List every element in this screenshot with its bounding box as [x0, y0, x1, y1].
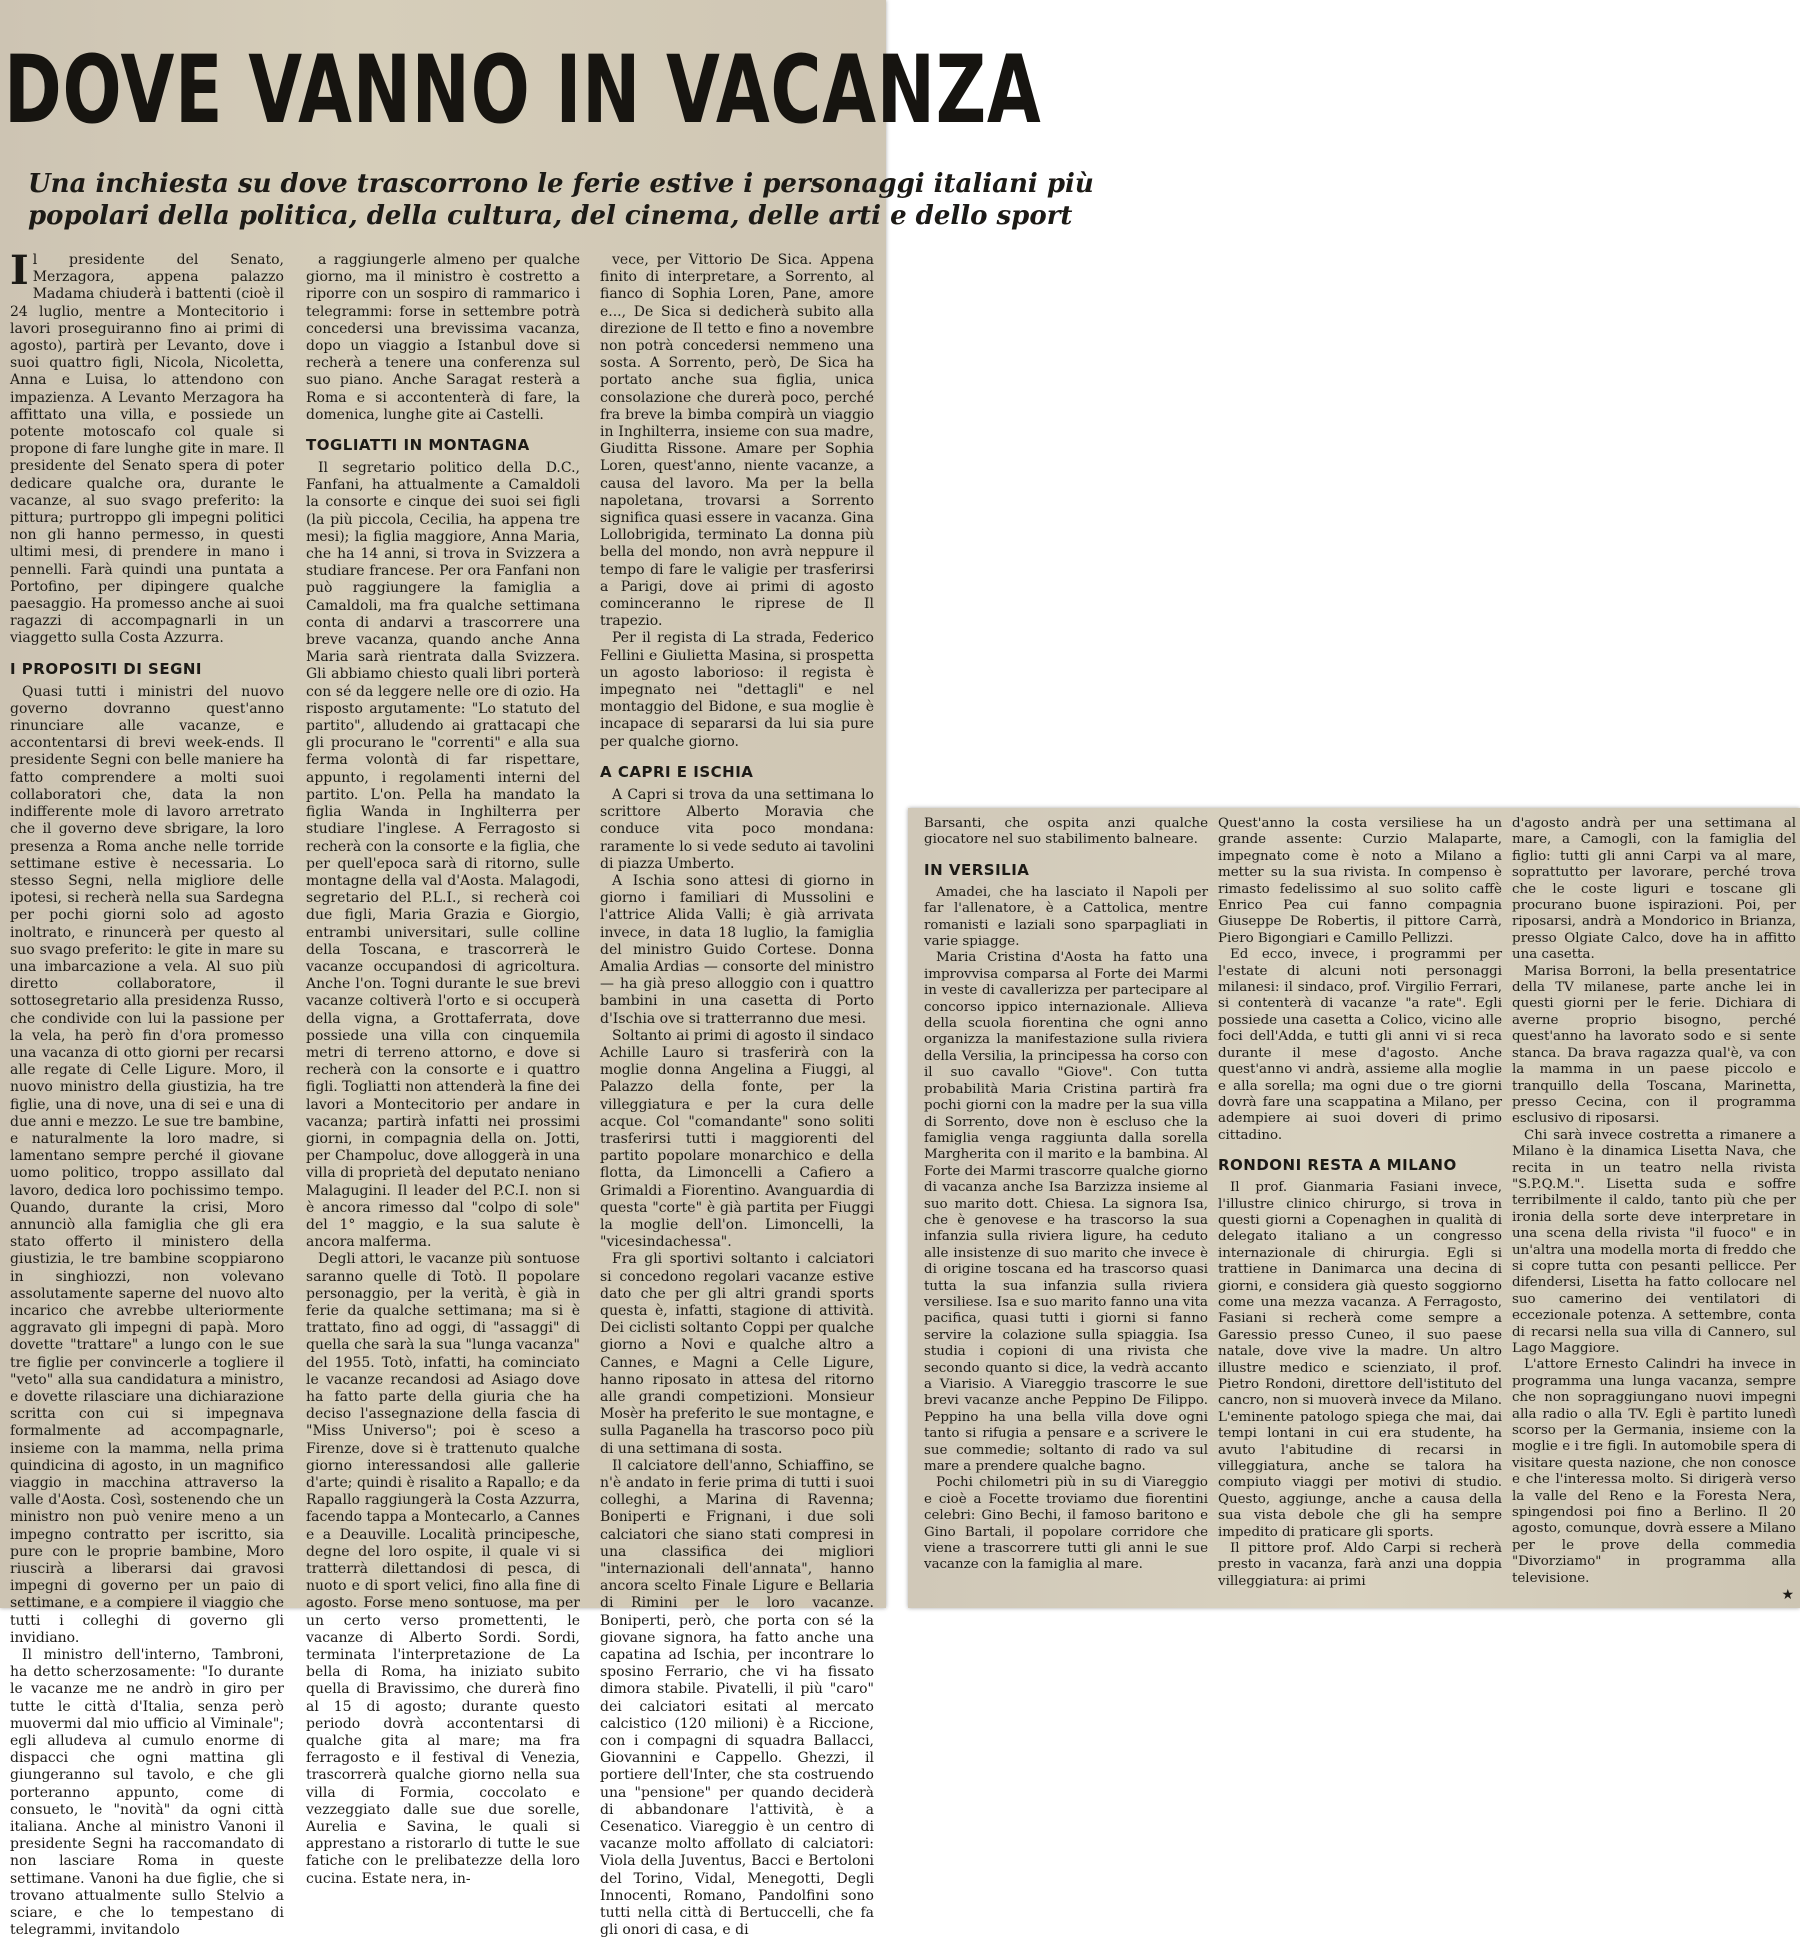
section-heading: IN VERSILIA	[924, 860, 1030, 879]
headline: DOVE VANNO IN VACANZA	[4, 36, 1042, 145]
paragraph: Barsanti, che ospita anzi qualche giocatore nel suo stabilimento balneare.	[924, 816, 1208, 848]
paragraph: A Ischia sono attesi di giorno in giorno i familiari di Mussolini e l'attrice Alida Valli; è già arrivata invece, in data 18 luglio, la famiglia del ministro Guido Cortese. Donna Amalia Ardias — consorte del ministro — ha già preso alloggio con i quattro bambini in una casetta di Porto d'Ischia ove si tratterranno due mesi.	[600, 872, 874, 1027]
text-column-2	[306, 252, 580, 1887]
paragraph: Pochi chilometri più in su di Viareggio e cioè a Focette troviamo due fiorentini celebri: Gino Bechi, il famoso baritono e Gino Bartali, il popolare corridore che viene a trascorrere tutti gli anni le sue vacanze con la famiglia al mare.	[924, 1475, 1208, 1573]
text-column-1	[10, 247, 284, 1939]
subheadline-line: popolari della politica, della cultura, del cinema, delle arti e dello sport	[28, 201, 1073, 231]
paragraph: vece, per Vittorio De Sica. Appena finito di interpretare, a Sorrento, al fianco di Sophia Loren, Pane, amore e..., De Sica si dedicherà subito alla direzione de Il tetto e fino a novembre non potrà concedersi nemmeno una sosta. A Sorrento, però, De Sica ha portato anche sua figlia, unica consolazione che durerà poco, perché fra breve la bimba compirà un viaggio in Inghilterra, insieme con sua madre, Giuditta Rissone. Amare per Sophia Loren, quest'anno, niente vacanze, a causa del lavoro. Ma per la bella napoletana, trovarsi a Sorrento significa quasi essere in vacanza. Gina Lollobrigida, terminato La donna più bella del mondo, non avrà neppure il tempo di fare le valigie per trasferirsi a Parigi, dove ai primi di agosto cominceranno le riprese de Il trapezio.	[600, 252, 874, 630]
end-of-article-star-icon: ★	[1781, 1587, 1794, 1603]
paragraph: Ed ecco, invece, i programmi per l'estate di alcuni noti personaggi milanesi: il sindaco, prof. Virgilio Ferrari, si contenterà di vacanze "a rate". Egli possiede una casetta a Colico, vicino alle foci dell'Adda, e tutti gli anni vi si reca durante il mese d'agosto. Anche quest'anno vi andrà, assieme alla moglie e alla sorella; ma ogni due o tre giorni dovrà fare una scappatina a Milano, per adempiere ai suoi doveri di primo cittadino.	[1218, 947, 1502, 1143]
paragraph: Amadei, che ha lasciato il Napoli per far l'allenatore, è a Cattolica, mentre romanisti e laziali sono sparpagliati in varie spiagge.	[924, 884, 1208, 950]
paragraph: Fra gli sportivi soltanto i calciatori si concedono regolari vacanze estive dato che per gli altri grandi sports questa è, infatti, stagione di attività. Dei ciclisti soltanto Coppi per qualche giorno a Novi e qualche altro a Cannes, e Magni a Celle Ligure, hanno riposato in attesa del ritorno alle grandi competizioni. Monsieur Mosèr ha preferito le sue montagne, e sulla Paganella ha trascorso poco più di una settimana di sosta.	[600, 1251, 874, 1457]
subheadline-line: Una inchiesta su dove trascorrono le ferie estive i personaggi italiani più	[28, 169, 1094, 199]
drop-cap: I	[10, 247, 29, 294]
text-column-4	[924, 816, 1208, 1600]
paragraph: A Capri si trova da una settimana lo scrittore Alberto Moravia che conduce vita poco mondana: raramente lo si vede seduto ai tavolini di piazza Umberto.	[600, 786, 874, 872]
paragraph: Il prof. Gianmaria Fasiani invece, l'illustre clinico chirurgo, si trova in questi giorni a Copenaghen in qualità di delegato italiano a un congresso internazionale di chirurgia. Egli si trattiene in Danimarca una decina di giorni, e considera già questo soggiorno come una mezza vacanza. A Ferragosto, Fasiani si recherà come sempre a Garessio presso Cuneo, il suo paese natale, dove vive la madre. Un altro illustre medico e scienziato, il prof. Pietro Rondoni, direttore dell'istituto del cancro, non si muoverà invece da Milano. L'eminente patologo spiega che mai, dai tempi lontani in cui era studente, ha avuto l'abitudine di recarsi in villeggiatura, anche se talora ha compiuto viaggi per motivi di studio. Questo, aggiunge, anche a causa della sua vista debole che gli ha sempre impedito di praticare gli sports.	[1218, 1180, 1502, 1540]
paragraph	[10, 247, 284, 648]
paragraph: Il ministro dell'interno, Tambroni, ha detto scherzosamente: "Io durante le vacanze me ne andrò in giro per tutte le città d'Italia, senza però muovermi dal mio ufficio al Viminale"; egli alludeva al cumulo enorme di dispacci che ogni mattina gli giungeranno sul tavolo, e che gli porteranno appunto, come di consueto, le "novità" da ogni città italiana. Anche al ministro Vanoni il presidente Segni ha raccomandato di non lasciare Roma in queste settimane. Vanoni ha due figlie, che si trovano attualmente sullo Stelvio a sciare, e che lo tempestano di telegrammi, invitandolo	[10, 1647, 284, 1939]
paragraph: Soltanto ai primi di agosto il sindaco Achille Lauro si trasferirà con la moglie donna Angelina a Fiuggi, al Palazzo della fonte, per la villeggiatura e per la cura delle acque. Col "comandante" sono soliti trasferirsi tutti i maggiorenti del partito popolare monarchico e della flotta, da Limoncelli a Cafiero a Grimaldi a Fiorentino. Avanguardia di questa "corte" è già partita per Fiuggi la moglie dell'on. Limoncelli, la "vicesindachessa".	[600, 1027, 874, 1251]
paragraph: Marisa Borroni, la bella presentatrice della TV milanese, parte anche lei in questi giorni per le ferie. Dichiara di averne proprio bisogno, perché quest'anno ha lavorato sodo e si sente stanca. Da brava ragazza qual'è, va con la mamma in un paese piccolo e tranquillo della Toscana, Marinetta, presso Cecina, con il programma esclusivo di riposarsi.	[1512, 963, 1796, 1127]
paragraph: Il calciatore dell'anno, Schiaffino, se n'è andato in ferie prima di tutti i suoi colleghi, a Marina di Ravenna; Boniperti e Frignani, i due soli calciatori che siano stati compresi in una classifica dei migliori "internazionali dell'annata", hanno ancora scelto Finale Ligure e Bellaria di Rimini per le loro vacanze. Boniperti, però, che porta con sé la giovane signora, ha fatto anche una capatina ad Ischia, per incontrare lo sposino Ferrario, che vi ha fissato dimora stabile. Pivatelli, il più "caro" dei calciatori esitati al mercato calcistico (120 milioni) è a Riccione, con i compagni di squadra Ballacci, Giovannini e Cappello. Ghezzi, il portiere dell'Inter, che sta costruendo una "pensione" per quando deciderà di abbandonare l'attività, è a Cesenatico. Viareggio è un centro di vacanze molto affollato di calciatori: Viola della Juventus, Bacci e Bertoloni del Torino, Vidal, Menegotti, Degli Innocenti, Romano, Pandolfini sono tutti nella città di Bertuccelli, che fa gli onori di casa, e di	[600, 1457, 874, 1939]
paragraph: L'attore Ernesto Calindri ha invece in programma una lunga vacanza, sempre che non sopraggiungano nuovi impegni alla radio o alla TV. Egli è partito lunedì scorso per la Germania, insieme con la moglie e i tre figli. In automobile spera di visitare questa nazione, che non conosce e che l'interessa molto. Si dirigerà verso la valle del Reno e la Foresta Nera, spingendosi poi fino a Berlino. Il 20 agosto, comunque, dovrà essere a Milano per le prove della commedia "Divorziamo" in programma alla televisione.	[1512, 1357, 1796, 1586]
paragraph: Maria Cristina d'Aosta ha fatto una improvvisa comparsa al Forte dei Marmi in veste di cavallerizza per partecipare al concorso ippico internazionale. Allieva della scuola fiorentina che ogni anno organizza la manifestazione sulla riviera della Versilia, la principessa ha corso con il suo cavallo "Giove". Con tutta probabilità Maria Cristina partirà fra pochi giorni con la madre per la sua villa di Sorrento, dove non è escluso che la famiglia venga raggiunta dalla sorella Margherita con il marito e la bambina. Al Forte dei Marmi trascorre qualche giorno di vacanza anche Isa Barzizza insieme al suo marito dott. Chiesa. La signora Isa, che è genovese e ha trascorso la sua infanzia sulla riviera ligure, ha ceduto alle insistenze di suo marito che invece è di origine toscana ed ha trascorso quasi tutta la sua infanzia sulla riviera versiliese. Isa e suo marito fanno una vita pacifica, quasi tutti i giorni si fanno servire la colazione sulla spiaggia. Isa studia i copioni di una rivista che secondo quanto si dice, la vedrà accanto a Viarisio. A Viareggio trascorre le sue brevi vacanze anche Peppino De Filippo. Peppino ha una bella villa dove ogni tanto si rifugia a pensare e a scrivere le sue commedie; soltanto di rado va sul mare a prendere qualche bagno.	[924, 950, 1208, 1475]
paragraph-text: l presidente del Senato, Merzagora, appena palazzo Madama chiuderà i battenti (cioè il 24 luglio, mentre a Montecitorio i lavori proseguiranno fino ai primi di agosto), partirà per Levanto, dove i suoi quattro figli, Nicola, Nicoletta, Anna e Luisa, lo attendono con impazienza. A Levanto Merzagora ha affittato una villa, e possiede un potente motoscafo col quale si propone di fare lunghe gite in mare. Il presidente del Senato spera di poter dedicare qualche ora, durante le vacanze, al suo svago preferito: la pittura; purtroppo gli impegni politici non gli hanno permesso, in questi ultimi mesi, di prendere in mano i pennelli. Farà quindi una puntata a Portofino, per dipingere qualche paesaggio. Ha promesso anche ai suoi ragazzi di accompagnarli in un viaggetto sulla Costa Azzurra.	[10, 252, 284, 647]
paragraph: Per il regista di La strada, Federico Fellini e Giulietta Masina, si prospetta un agosto laborioso: il regista è impegnato nei "dettagli" e nel montaggio del Bidone, e sua moglie è incapace di separarsi da lui sia pure per qualche giorno.	[600, 630, 874, 750]
section-heading: TOGLIATTI IN MONTAGNA	[306, 436, 530, 455]
paragraph: Quest'anno la costa versiliese ha un grande assente: Curzio Malaparte, impegnato come è noto a Milano a metter su la sua rivista. In compenso è rimasto fedelissimo al suo solito caffè Enrico Pea cui fanno compagnia Giuseppe De Robertis, il pittore Carrà, Piero Bigongiari e Camillo Pellizzi.	[1218, 816, 1502, 946]
section-heading: RONDONI RESTA A MILANO	[1218, 1156, 1457, 1175]
paragraph: Chi sarà invece costretta a rimanere a Milano è la dinamica Lisetta Nava, che recita in un teatro nella rivista "S.P.Q.M.". Lisetta suda e soffre terribilmente il caldo, tanto più che per ironia della sorte deve interpretare in una scena della rivista "il fuoco" e in un'altra una modella morta di freddo che si copre tutta con pesanti pellicce. Per difendersi, Lisetta ha fatto collocare nel suo camerino dei ventilatori di eccezionale potenza. A settembre, conta di recarsi nella sua villa di Cannero, sul Lago Maggiore.	[1512, 1127, 1796, 1356]
section-heading: I PROPOSITI DI SEGNI	[10, 659, 203, 678]
paragraph: a raggiungerle almeno per qualche giorno, ma il ministro è costretto a riporre con un sospiro di rammarico i telegrammi: forse in settembre potrà concedersi una brevissima vacanza, dopo un viaggio a Istanbul dove si recherà a tenere una conferenza sul suo piano. Anche Saragat resterà a Roma e si accontenterà di fare, la domenica, lunghe gite ai Castelli.	[306, 252, 580, 423]
section-heading: A CAPRI E ISCHIA	[600, 762, 754, 781]
paragraph: Il segretario politico della D.C., Fanfani, ha attualmente a Camaldoli la consorte e cinque dei suoi sei figli (la più piccola, Cecilia, ha appena tre mesi); la figlia maggiore, Anna Maria, che ha 14 anni, si trova in Svizzera a studiare francese. Per ora Fanfani non può raggiungere la famiglia a Camaldoli, ma fra qualche settimana conta di andarvi a trascorrere una breve vacanza, quando anche Anna Maria sarà rientrata dalla Svizzera. Gli abbiamo chiesto quali libri porterà con sé da leggere nelle ore di ozio. Ha risposto argutamente: "Lo statuto del partito", alludendo ai grattacapi che gli procurano le "correnti" e alla sua ferma volontà di far rispettare, appunto, i regolamenti interni del partito. L'on. Pella ha mandato la figlia Wanda in Inghilterra per studiare l'inglese. A Ferragosto si recherà con la consorte e la figlia, che per quell'epoca sarà di ritorno, sulle montagne della val d'Aosta. Malagodi, segretario del P.L.I., si recherà coi due figli, Maria Grazia e Giorgio, entrambi universitari, sulle colline della Toscana, e trascorrerà le vacanze occupandosi di agricoltura. Anche l'on. Togni durante le sue brevi vacanze coltiverà l'orto e si occuperà della vigna, a Grottaferrata, dove possiede una villa con cinquemila metri di terreno attorno, e dove si recherà con la consorte e i quattro figli. Togliatti non attenderà la fine dei lavori a Montecitorio per andare in vacanza; partirà infatti nei prossimi giorni, in compagnia della on. Jotti, per Champoluc, dove alloggerà in una villa di proprietà del deputato neniano Malagugini. Il leader del P.C.I. non si è ancora rimesso dal "colpo di sole" del 1° maggio, e la sua salute è ancora malferma.	[306, 460, 580, 1251]
paragraph: Degli attori, le vacanze più sontuose saranno quelle di Totò. Il popolare personaggio, per la verità, è già in ferie da qualche settimana; ma si è trattato, fino ad oggi, di "assaggi" di quella che sarà la sua "lunga vacanza" del 1955. Totò, infatti, ha cominciato le vacanze recandosi ad Asiago dove ha fatto parte della giuria che ha deciso l'assegnazione della fascia di "Miss Universo"; poi è sceso a Firenze, dove si è trattenuto qualche giorno interessandosi alle gallerie d'arte; quindi è risalito a Rapallo; e da Rapallo raggiungerà la Costa Azzurra, facendo tappa a Montecarlo, a Cannes e a Deauville. Località principesche, degne del loro ospite, il quale vi si tratterrà dilettandosi di pesca, di nuoto e di sport velici, fino alla fine di agosto. Forse meno sontuose, ma per un certo verso promettenti, le vacanze di Alberto Sordi. Sordi, terminata l'interpretazione de La bella di Roma, ha iniziato subito quella di Bravissimo, che durerà fino al 15 di agosto; durante questo periodo dovrà accontentarsi di qualche gita al mare; ma fra ferragosto e il festival di Venezia, trascorrerà qualche giorno nella sua villa di Formia, coccolato e vezzeggiato dalle sue due sorelle, Aurelia e Savina, le quali si apprestano a ristorarlo di tutte le sue fatiche con le prelibatezze della loro cucina. Estate nera, in-	[306, 1251, 580, 1887]
text-column-6	[1512, 816, 1796, 1603]
paragraph: Quasi tutti i ministri del nuovo governo dovranno quest'anno rinunciare alle vacanze, e accontentarsi di brevi week-ends. Il presidente Segni con belle maniere ha fatto comprendere a molti suoi collaboratori che, data la non indifferente mole di lavoro arretrato che il governo deve sbrigare, la loro presenza a Roma anche nelle torride settimane estive è necessaria. Lo stesso Segni, nella migliore delle ipotesi, si recherà nella sua Sardegna per pochi giorni solo ad agosto inoltrato, e rinuncerà per questo al suo svago preferito: le gite in mare su una imbarcazione a vela. Al suo più diretto collaboratore, il sottosegretario alla presidenza Russo, che condivide con lui la passione per la vela, ha però fin d'ora promesso una vacanza di otto giorni per recarsi alle regate di Celle Ligure. Moro, il nuovo ministro della giustizia, ha tre figlie, una di nove, una di sei e una di due anni e mezzo. Le sue tre bambine, e naturalmente la loro madre, si lamentano sempre perché il giovane uomo politico, troppo assillato dal lavoro, dedica loro pochissimo tempo. Quando, durante la crisi, Moro annunciò alla famiglia che gli era stato offerto il ministero della giustizia, le tre bambine scoppiarono in singhiozzi, non volevano assolutamente saperne del nuovo alto incarico che avrebbe ulteriormente aggravato gli impegni di papà. Moro dovette "trattare" a lungo con le sue tre figlie per convincerle a togliere il "veto" alla sua candidatura a ministro, e dovette rilasciare una dichiarazione scritta con cui si impegnava formalmente ad accompagnarle, insieme con la mamma, nella prima quindicina di agosto, in un magnifico viaggio in macchina attraverso la valle d'Aosta. Così, sostenendo che un ministro non può venire meno a un impegno contratto per iscritto, sia pure con le proprie bambine, Moro riuscirà a liberarsi dai gravosi impegni di governo per un paio di settimane, e a compiere il viaggio che tutti i colleghi di governo gli invidiano.	[10, 683, 284, 1646]
text-column-5	[1218, 816, 1502, 1600]
subheadline	[28, 168, 1094, 232]
paragraph: d'agosto andrà per una settimana al mare, a Camogli, con la famiglia del figlio: tutti gli anni Carpi va al mare, soprattutto per lavorare, perché trova che le coste liguri e toscane gli procurano buone ispirazioni. Poi, per riposarsi, andrà a Mondorico in Brianza, presso Olgiate Calco, dove ha in affitto una casetta.	[1512, 816, 1796, 963]
text-column-3	[600, 252, 874, 1939]
paragraph: Il pittore prof. Aldo Carpi si recherà presto in vacanza, farà anzi una doppia villeggiatura: ai primi	[1218, 1541, 1502, 1589]
article-clipping-continued	[908, 808, 1800, 1608]
